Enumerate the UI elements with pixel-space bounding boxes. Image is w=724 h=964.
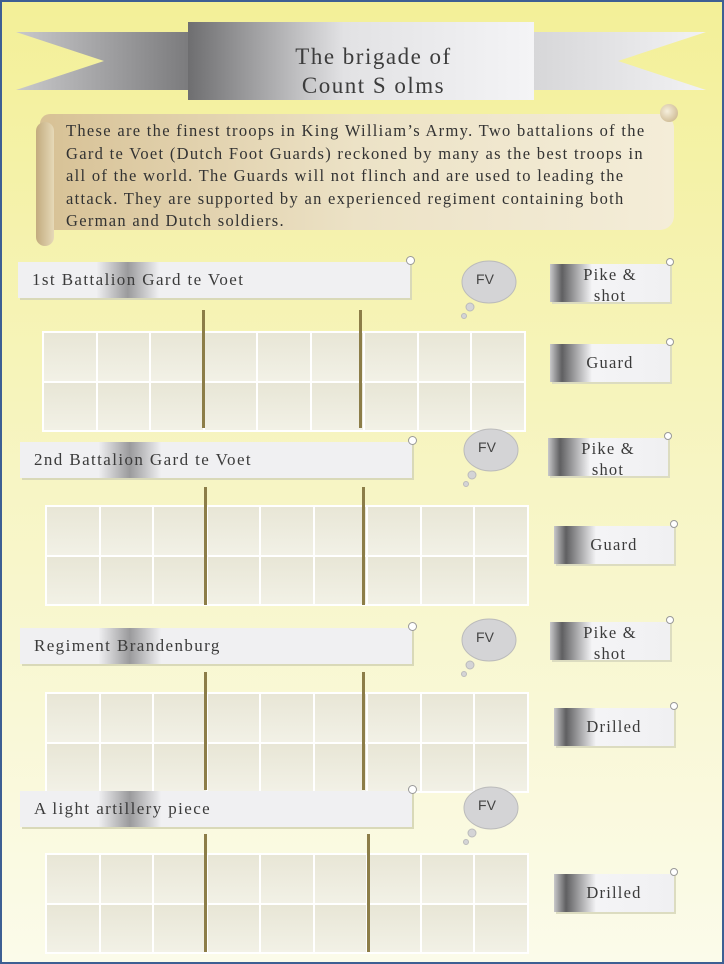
page-title — [201, 42, 546, 100]
base-grid — [42, 331, 526, 432]
unit-banner — [20, 628, 412, 664]
unit-name: A light artillery piece — [34, 799, 212, 818]
badge-label: FV — [478, 439, 496, 455]
frontage-line — [202, 310, 205, 428]
unit-name: 1st Battalion Gard te Voet — [32, 270, 245, 289]
frontage-line — [359, 310, 362, 428]
frontage-line — [204, 672, 207, 790]
intro-text: These are the finest troops in King William’s Army. Two battalions of the Gard te Voet (Dutch Foot Guards) reckoned by many as the best troops in all of the world. The Guards will not flinch and are used to leading the attack. They are supported by an experienced regiment containing both German and Dutch soldiers. — [66, 121, 646, 230]
unit-banner — [18, 262, 410, 298]
unit-name: 2nd Battalion Gard te Voet — [34, 450, 253, 469]
base-grid — [45, 692, 529, 793]
unit-tag: Pike & shot — [550, 264, 670, 302]
unit-tag: Pike & shot — [548, 438, 668, 476]
base-grid — [45, 505, 529, 606]
title-ribbon — [16, 20, 706, 104]
unit-tag: Pike & shot — [550, 622, 670, 660]
fv-cloud-icon — [460, 784, 524, 846]
fv-cloud-icon — [458, 616, 522, 678]
unit-tag: Drilled — [554, 708, 674, 746]
frontage-line — [362, 672, 365, 790]
intro-scroll — [40, 114, 674, 230]
unit-banner — [20, 791, 412, 827]
fv-cloud-icon — [458, 258, 522, 320]
title-line-1: The brigade of — [295, 44, 452, 69]
unit-tag: Guard — [550, 344, 670, 382]
frontage-line — [362, 487, 365, 605]
badge-label: FV — [476, 271, 494, 287]
badge-label: FV — [478, 797, 496, 813]
title-line-2: Count S olms — [301, 73, 446, 98]
frontage-line — [204, 834, 207, 952]
unit-tag: Drilled — [554, 874, 674, 912]
unit-banner — [20, 442, 412, 478]
unit-name: Regiment Brandenburg — [34, 636, 221, 655]
fv-cloud-icon — [460, 426, 524, 488]
unit-tag: Guard — [554, 526, 674, 564]
badge-label: FV — [476, 629, 494, 645]
frontage-line — [367, 834, 370, 952]
frontage-line — [204, 487, 207, 605]
base-grid — [45, 853, 529, 954]
